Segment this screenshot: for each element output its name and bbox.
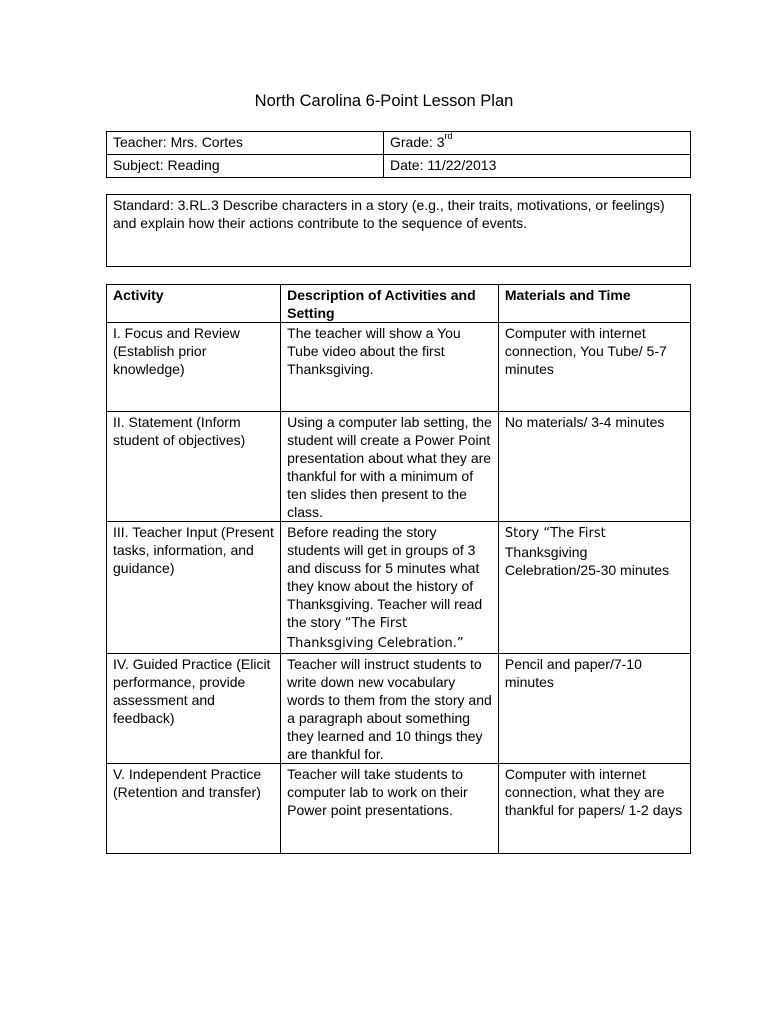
lesson-plan-table	[106, 284, 691, 854]
grade-text: Grade: 3	[390, 134, 445, 150]
materials-cell: No materials/ 3-4 minutes	[498, 412, 690, 522]
header-description: Description of Activities and Setting	[281, 285, 499, 323]
story-title-quote: “The First Thanksgiving Celebration.”	[287, 616, 464, 651]
description-cell	[281, 522, 499, 654]
subject-cell: Subject: Reading	[107, 155, 384, 178]
grade-cell	[384, 132, 691, 155]
table-row	[107, 412, 691, 522]
materials-cell	[498, 522, 690, 654]
description-cell: Using a computer lab setting, the student will create a Power Point presentation about what they are thankful for with a minimum of ten slides then present to the class.	[281, 412, 499, 522]
standard-table	[106, 194, 691, 267]
activity-cell: IV. Guided Practice (Elicit performance, provide assessment and feedback)	[107, 654, 281, 764]
materials-cell: Pencil and paper/7-10 minutes	[498, 654, 690, 764]
materials-text: Thanksgiving Celebration/25-30 minutes	[504, 544, 670, 578]
table-row	[107, 522, 691, 654]
description-cell: Teacher will instruct students to write down new vocabulary words to them from the story and a paragraph about something they learned and 10 things they are thankful for.	[281, 654, 499, 764]
header-materials: Materials and Time	[498, 285, 690, 323]
table-row	[107, 323, 691, 412]
activity-cell: V. Independent Practice (Retention and transfer)	[107, 764, 281, 854]
date-cell: Date: 11/22/2013	[384, 155, 691, 178]
description-text: Before reading the story students will get in groups of 3 and discuss for 5 minutes what they know about the history of Thanksgiving. Teacher will read the story	[287, 524, 483, 630]
table-row	[107, 654, 691, 764]
description-cell: Teacher will take students to computer lab to work on their Power point presentations.	[281, 764, 499, 854]
activity-cell: II. Statement (Inform student of objectives)	[107, 412, 281, 522]
activity-cell: III. Teacher Input (Present tasks, information, and guidance)	[107, 522, 281, 654]
lesson-info-table	[106, 131, 691, 178]
document-title: North Carolina 6-Point Lesson Plan	[254, 92, 514, 110]
activity-cell: I. Focus and Review (Establish prior knowledge)	[107, 323, 281, 412]
materials-story-quote: Story “The First	[504, 526, 606, 541]
teacher-cell: Teacher: Mrs. Cortes	[107, 132, 384, 155]
description-cell: The teacher will show a You Tube video about the first Thanksgiving.	[281, 323, 499, 412]
materials-cell: Computer with internet connection, what they are thankful for papers/ 1-2 days	[498, 764, 690, 854]
grade-superscript: rd	[444, 131, 453, 142]
materials-cell: Computer with internet connection, You Tube/ 5-7 minutes	[498, 323, 690, 412]
standard-cell: Standard: 3.RL.3 Describe characters in a story (e.g., their traits, motivations, or feelings) and explain how their actions contribute to the sequence of events.	[107, 195, 691, 267]
table-row	[107, 764, 691, 854]
header-activity: Activity	[107, 285, 281, 323]
table-header-row	[107, 285, 691, 323]
